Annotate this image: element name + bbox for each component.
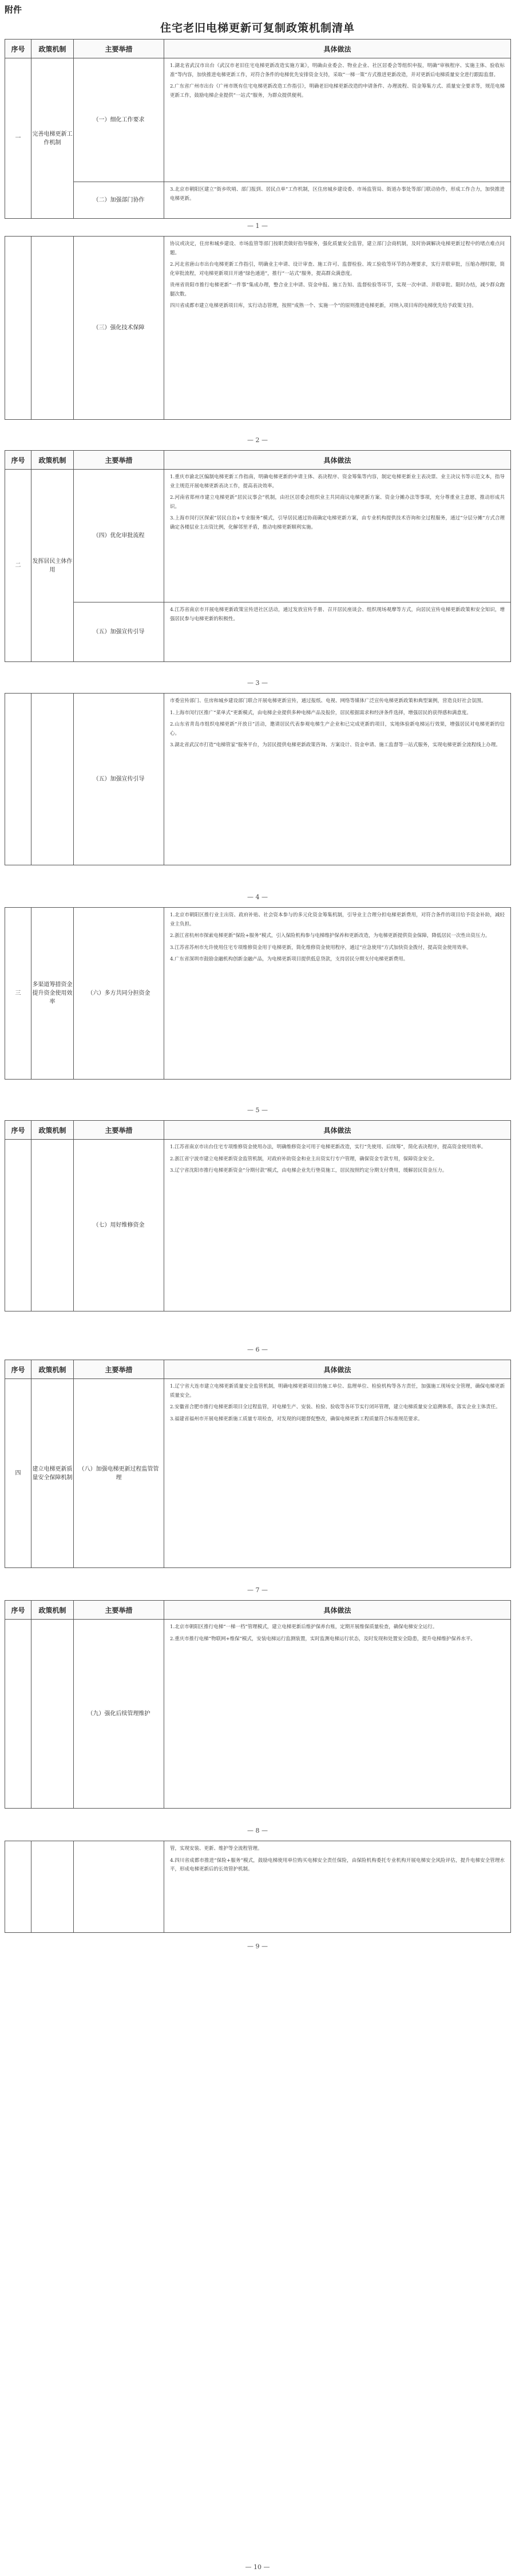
content-paragraph: 1.重庆市渝北区编制电梯更新工作指南，明确电梯更新的申请主体、表决程序、资金筹集等内容，制定电梯更新业主表决票、业主决议书等示范文本，指导业主规范开展电梯更新表决工作，提高表决效率。 [170,474,505,489]
row-number [5,237,31,420]
page-number: — 1 — [247,222,268,230]
content-cell [164,182,511,219]
header-measure: 主要举措 [74,451,164,470]
measure-cell: （五）加强宣传引导 [74,694,164,865]
page-3 [5,450,510,662]
content-cell [164,602,511,662]
row-number [5,1620,31,1809]
page-5 [5,907,510,1080]
content-paragraph: 市委宣传部门、住房和城乡建设部门联合开展电梯更新宣传，通过报纸、电视、网络等媒体广泛宣传电梯更新政策和典型案例，营造良好社会氛围。 [170,698,486,704]
header-policy: 政策机制 [31,451,74,470]
content-paragraph: 3.上海市闵行区探索“居民自治+专业服务”模式，引导居民通过协商确定电梯更新方案，由专业机构提供技术咨询和全过程服务，通过“分层分摊”方式合理确定各楼层业主出资比例，化解邻里矛盾，推动电梯更新顺利实施。 [170,515,505,530]
page-number: — 6 — [247,1346,268,1353]
table-row [5,1140,511,1311]
policy-table [5,907,511,1080]
content-paragraph: 四川省成都市建立电梯更新项目库，实行动态管理，按照“成熟一个、实施一个”的原则推进电梯更新，对纳入项目库的电梯优先给予政策支持。 [170,303,477,309]
content-paragraph: 1.辽宁省大连市建立电梯更新质量安全监管机制，明确电梯更新项目的施工单位、监理单位、检验机构等各方责任，加强施工现场安全管理，确保电梯更新质量安全。 [170,1384,505,1399]
policy-cell: 完善电梯更新工作机制 [31,58,74,219]
measure-cell: （二）加强部门协作 [74,182,164,219]
measure-cell: （九）强化后续管理维护 [74,1620,164,1809]
content-cell [164,908,511,1080]
page-number: — 8 — [247,1827,268,1834]
content-paragraph: 3.福建省福州市开展电梯更新施工质量专项检查，对发现的问题督促整改，确保电梯更新工程质量符合标准规范要求。 [170,1416,423,1422]
content-paragraph: 2.山东省青岛市组织电梯更新“开放日”活动，邀请居民代表参观电梯生产企业和已完成更新的项目，实地体验新电梯运行效果，增强居民对电梯更新的信心。 [170,722,505,736]
content-paragraph: 1.上海市闵行区推广“菜单式”更新模式，由电梯企业提供多种电梯产品及报价，居民根据需求和经济条件选择，增强居民的获得感和满意度。 [170,710,472,716]
policy-table [5,236,511,420]
content-cell [164,1841,511,1933]
header-no: 序号 [5,451,31,470]
header-policy: 政策机制 [31,1601,74,1620]
content-cell [164,1140,511,1311]
row-number: 一 [5,58,31,219]
header-content: 具体做法 [164,1121,511,1140]
table-row [5,470,511,602]
measure-cell: （一）细化工作要求 [74,58,164,182]
measure-cell: （八）加强电梯更新过程监管管理 [74,1379,164,1568]
row-number: 四 [5,1379,31,1568]
header-policy: 政策机制 [31,1360,74,1379]
content-paragraph: 2.浙江省杭州市探索电梯更新“保险+服务”模式，引入保险机构参与电梯维护保养和更新改造，为电梯更新提供资金保障，降低居民一次性出资压力。 [170,933,490,939]
row-number: 二 [5,470,31,662]
content-paragraph: 贵州省贵阳市推行电梯更新“一件事”集成办理，整合业主申请、资金申报、施工告知、监督检验等环节，实现一次申请、并联审批、限时办结，减少群众跑腿次数。 [170,282,505,297]
table-row [5,182,511,219]
header-measure: 主要举措 [74,1360,164,1379]
policy-table [5,1841,511,1933]
page-number: — 2 — [247,436,268,444]
header-content: 具体做法 [164,40,511,58]
policy-cell [31,694,74,865]
policy-table [5,450,511,662]
content-cell [164,694,511,865]
table-header-row [5,40,511,58]
header-policy: 政策机制 [31,40,74,58]
policy-cell [31,1140,74,1311]
header-content: 具体做法 [164,1360,511,1379]
header-measure: 主要举措 [74,1121,164,1140]
table-row [5,237,511,420]
content-paragraph: 2.重庆市推行电梯“物联网+维保”模式，安装电梯运行监测装置，实时监测电梯运行状态，及时发现和处置安全隐患，提升电梯维护保养水平。 [170,1636,476,1642]
content-paragraph: 2.浙江省宁波市建立电梯更新资金监管机制，对政府补助资金和业主出资实行专户管理，确保资金专款专用，保障资金安全。 [170,1156,438,1162]
policy-cell [31,1620,74,1809]
table-header-row [5,1601,511,1620]
page-8 [5,1600,510,1809]
header-content: 具体做法 [164,1601,511,1620]
page-number: — 3 — [247,679,268,687]
content-paragraph: 2.广东省广州市出台《广州市既有住宅电梯更新改造工作指引》，明确老旧电梯更新改造的申请条件、办理流程、资金筹集方式、质量安全要求等，规范电梯更新工作，鼓励电梯企业提供“一站式”服务，为群众提供便利。 [170,84,505,99]
page-number: — 5 — [247,1106,268,1114]
page-9 [5,1841,510,1933]
table-row [5,908,511,1080]
page-number: — 7 — [247,1586,268,1594]
content-cell [164,237,511,420]
content-paragraph: 1.北京市朝阳区推行业主出资、政府补贴、社会资本参与的多元化资金筹集机制，引导业主合理分担电梯更新费用，对符合条件的项目给予资金补助，减轻业主负担。 [170,912,505,927]
table-header-row [5,1360,511,1379]
content-paragraph: 协议或决定，住房和城乡建设、市场监管等部门按职责做好指导服务，强化质量安全监管，建立部门会商机制，及时协调解决电梯更新过程中的堵点难点问题。 [170,241,505,256]
content-paragraph: 3.湖北省武汉市打造“电梯管家”服务平台，为居民提供电梯更新政策咨询、方案设计、资金申请、施工监督等一站式服务，实现电梯更新全流程线上办理。 [170,742,501,748]
page-2 [5,236,510,420]
policy-table [5,1360,511,1568]
row-number [5,1140,31,1311]
content-paragraph: 4.四川省成都市推进“保险+服务”模式，鼓励电梯使用单位购买电梯安全责任保险，由保险机构委托专业机构开展电梯安全风险评估，提升电梯安全管理水平，形成电梯更新后的长效管护机制。 [170,1857,505,1872]
header-measure: 主要举措 [74,40,164,58]
attachment-label: 附件 [5,5,22,15]
measure-cell: （三）强化技术保障 [74,237,164,420]
table-row [5,602,511,662]
policy-table [5,693,511,865]
content-cell [164,1379,511,1568]
row-number [5,694,31,865]
page-number: — 9 — [247,1943,268,1950]
header-no: 序号 [5,1121,31,1140]
table-row [5,1620,511,1809]
header-policy: 政策机制 [31,1121,74,1140]
policy-cell: 建立电梯更新质量安全保障机制 [31,1379,74,1568]
document-title: 住宅老旧电梯更新可复制政策机制清单 [160,22,355,34]
content-paragraph: 4.广东省深圳市鼓励金融机构创新金融产品，为电梯更新项目提供低息贷款，支持居民分期支付电梯更新费用。 [170,956,409,962]
table-header-row [5,451,511,470]
content-cell [164,470,511,602]
measure-cell: （四）优化审批流程 [74,470,164,602]
page-7 [5,1360,510,1568]
page-6 [5,1120,510,1311]
header-content: 具体做法 [164,451,511,470]
content-cell [164,58,511,182]
content-paragraph: 管，实现安装、更新、维护等全流程管理。 [170,1846,263,1852]
header-no: 序号 [5,40,31,58]
content-paragraph: 3.辽宁省沈阳市推行电梯更新资金“分期付款”模式，由电梯企业先行垫资施工，居民按照约定分期支付费用，缓解居民资金压力。 [170,1168,447,1173]
page-4 [5,693,510,865]
measure-cell [74,1841,164,1933]
row-number: 三 [5,908,31,1080]
policy-table [5,39,511,219]
content-paragraph: 3.江苏省苏州市允许使用住宅专项维修资金用于电梯更新，简化维修资金使用程序，通过“应急使用”方式加快资金拨付，提高资金使用效率。 [170,944,472,951]
table-header-row [5,1121,511,1140]
measure-cell: （六）多方共同分担资金 [74,908,164,1080]
page-1 [5,39,510,219]
header-no: 序号 [5,1360,31,1379]
content-cell [164,1620,511,1809]
content-paragraph: 2.河北省唐山市出台电梯更新工作指引，明确业主申请、设计审查、施工许可、监督检验、竣工验收等环节的办理要求，实行并联审批，压缩办理时限，简化审批流程，对电梯更新项目开通“绿色通道”，推行“一站式”服务，提高群众满意度。 [170,262,505,277]
content-paragraph: 2.安徽省合肥市推行电梯更新项目全过程监管，对电梯生产、安装、检验、验收等各环节实行闭环管理，建立电梯质量安全追溯体系，落实企业主体责任。 [170,1404,501,1410]
policy-cell: 发挥居民主体作用 [31,470,74,662]
policy-cell [31,1841,74,1933]
table-row [5,58,511,182]
content-paragraph: 1.江苏省南京市出台住宅专项维修资金使用办法，明确维修资金可用于电梯更新改造，实行“先使用、后续筹”，简化表决程序，提高资金使用效率。 [170,1144,486,1150]
policy-cell [31,237,74,420]
policy-table [5,1120,511,1311]
measure-cell: （七）用好维修资金 [74,1140,164,1311]
header-no: 序号 [5,1601,31,1620]
page-number: — 4 — [247,893,268,901]
content-paragraph: 2.河南省郑州市建立电梯更新“居民议事会”机制，由社区居委会组织业主共同商议电梯更新方案、资金分摊办法等事项，充分尊重业主意愿，推动形成共识。 [170,495,505,510]
header-measure: 主要举措 [74,1601,164,1620]
content-paragraph: 1.湖北省武汉市出台《武汉市老旧住宅电梯更新改造实施方案》，明确由业委会、物业企业、社区居委会等组织申报，明确“审核程序、实施主体、验收标准”等内容，加快推进电梯更新工作，对符合条件的电梯优先安排资金支持，采取“一梯一策”方式推进更新改造，并对更新后电梯质量安全进行跟踪监督。 [170,63,505,78]
policy-table [5,1600,511,1809]
table-row [5,1841,511,1933]
table-row [5,1379,511,1568]
content-paragraph: 3.北京市朝阳区建立“街乡吹哨、部门报到、居民点单”工作机制，区住房城乡建设委、市场监管局、街道办事处等部门联动协作，形成工作合力，加快推进电梯更新。 [170,187,505,202]
table-row [5,694,511,865]
policy-cell: 多渠道筹措资金提升资金使用效率 [31,908,74,1080]
row-number [5,1841,31,1933]
content-paragraph: 1.北京市朝阳区推行电梯“一梯一档”管理模式，建立电梯更新后维护保养台账，定期开展维保质量检查，确保电梯安全运行。 [170,1624,438,1630]
measure-cell: （五）加强宣传引导 [74,602,164,662]
page-number: — 10 — [245,2563,270,2571]
content-paragraph: 4.江苏省南京市开展电梯更新政策宣传进社区活动，通过发放宣传手册、召开居民座谈会、组织现场观摩等方式，向居民宣传电梯更新政策和安全知识，增强居民参与电梯更新的积极性。 [170,607,505,622]
